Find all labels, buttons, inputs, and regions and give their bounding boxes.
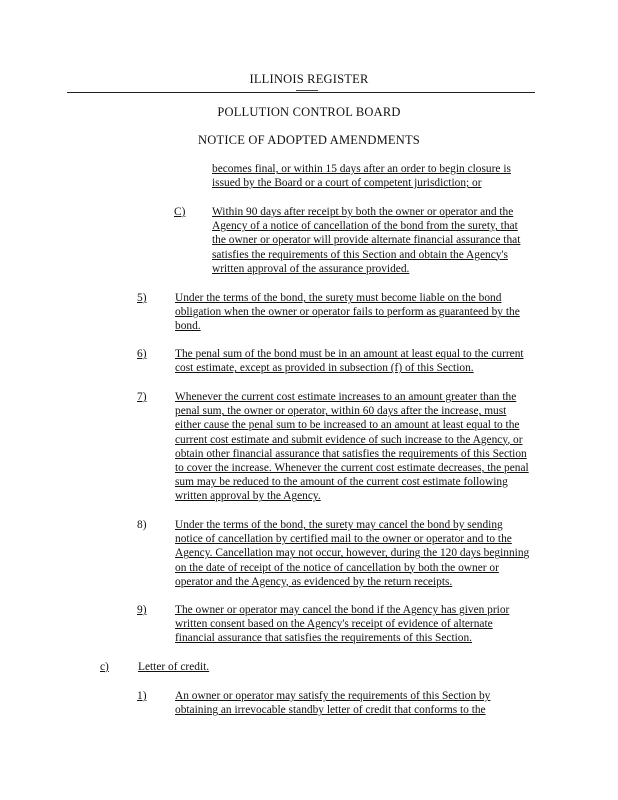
item-1-text: An owner or operator may satisfy the requirements of this Section by obtaining an irrevocable standby letter of credit that conforms to the [175, 690, 491, 717]
item-9-number: 9) [137, 604, 147, 616]
header-tick [296, 90, 318, 91]
item-1-number: 1) [137, 690, 147, 702]
notice-title: NOTICE OF ADOPTED AMENDMENTS [198, 133, 420, 147]
item-8-text: Under the terms of the bond, the surety may cancel the bond by sending notice of cancellation by certified mail to the owner or operator and to the Agency. Cancellation may not occur, however, during the 120 days beginning on the date of receipt of the notice of cancellation by both the owner or operator and the Agency, as evidenced by the return receipts. [175, 519, 530, 588]
register-title: ILLINOIS REGISTER [249, 72, 369, 86]
item-6-number: 6) [137, 348, 147, 360]
continuation-text: becomes final, or within 15 days after an order to begin closure is issued by the Board or a court of competent jurisdiction; or [212, 163, 511, 190]
board-title: POLLUTION CONTROL BOARD [217, 105, 401, 119]
item-5-number: 5) [137, 292, 147, 304]
header-rule [67, 92, 535, 93]
item-8-number: 8) [137, 519, 147, 531]
item-5-text: Under the terms of the bond, the surety must become liable on the bond obligation when the owner or operator fails to perform as guaranteed by the bond. [175, 292, 520, 333]
subsection-c-number: C) [174, 206, 186, 218]
item-7-number: 7) [137, 391, 147, 403]
item-7-text: Whenever the current cost estimate increases to an amount greater than the penal sum, the owner or operator, within 60 days after the increase, must either cause the penal sum to be increased to an amount at least equal to the current cost estimate and submit evidence of such increase to the Agency, or obtain other financial assurance that satisfies the requirements of this Section to cover the increase. Whenever the current cost estimate decreases, the penal sum may be reduced to the amount of the current cost estimate following written approval by the Agency. [175, 391, 529, 503]
subsection-c-text: Within 90 days after receipt by both the owner or operator and the Agency of a notice of cancellation of the bond from the surety, that the owner or operator will provide alternate financial assurance that satisfies the requirements of this Section and obtain the Agency's written approval of the assurance provided. [212, 206, 521, 275]
item-6-text: The penal sum of the bond must be in an amount at least equal to the current cost estimate, except as provided in subsection (f) of this Section. [175, 348, 524, 375]
subsection-letter-heading: Letter of credit. [138, 661, 210, 673]
subsection-letter-number: c) [100, 661, 109, 673]
item-9-text: The owner or operator may cancel the bond if the Agency has given prior written consent based on the Agency's receipt of evidence of alternate financial assurance that satisfies the requirements of this Section. [175, 604, 510, 645]
